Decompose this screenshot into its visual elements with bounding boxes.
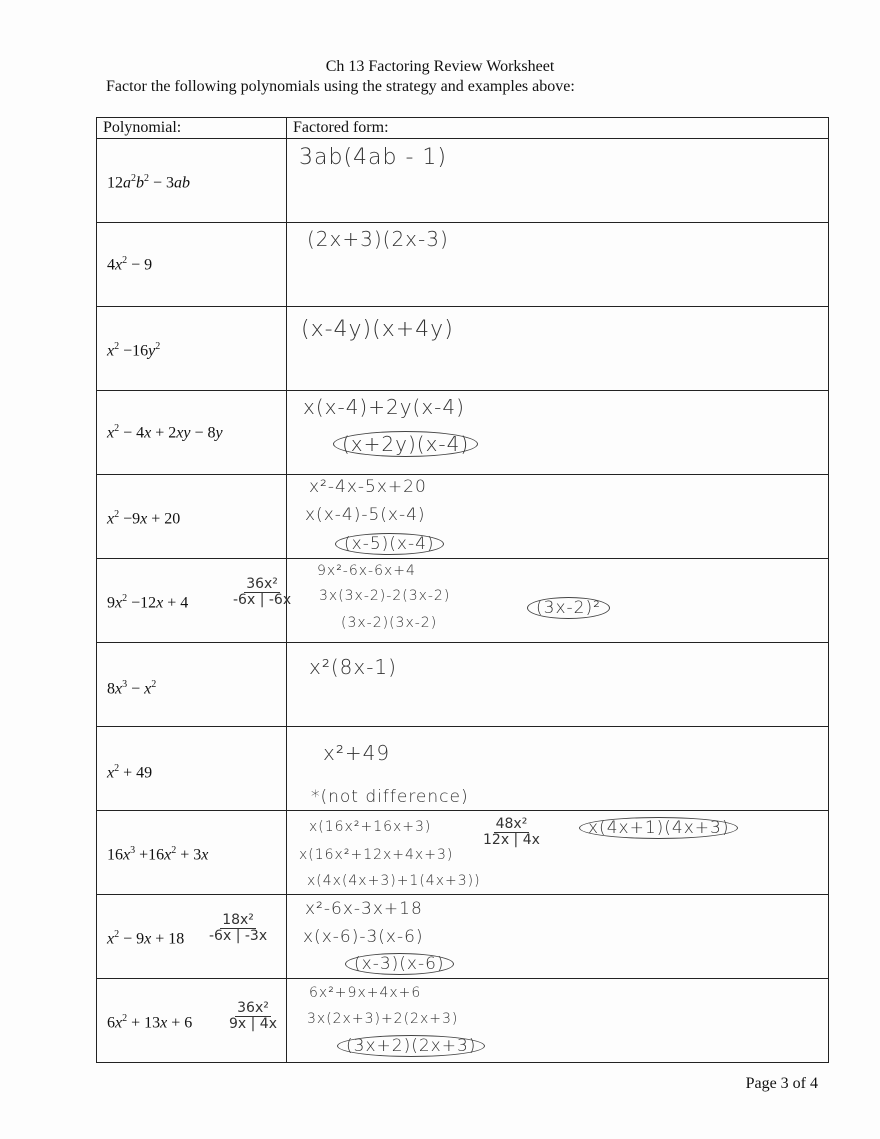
polynomial-cell: [97, 643, 287, 727]
polynomial-expression: $4x^2 - 9$: [107, 255, 153, 274]
col-header-polynomial: Polynomial:: [97, 118, 287, 139]
factored-cell: [287, 307, 829, 391]
handwritten-answer: x²(8x-1): [309, 655, 397, 679]
table-header-row: [97, 118, 829, 139]
table-row: [97, 895, 829, 979]
polynomial-expression: $8x^3 - x^2$: [107, 679, 157, 698]
col-header-factored: Factored form:: [287, 118, 829, 139]
handwritten-answer: (3x-2)²: [527, 597, 610, 619]
factored-cell: [287, 475, 829, 559]
polynomial-cell: [97, 139, 287, 223]
handwritten-answer: x(4x+1)(4x+3): [579, 817, 738, 839]
table-row: [97, 223, 829, 307]
factoring-table: [96, 117, 829, 1063]
polynomial-cell: [97, 475, 287, 559]
handwritten-step: x(x-6)-3(x-6): [303, 927, 424, 947]
table-row: [97, 139, 829, 223]
factored-cell: [287, 979, 829, 1063]
handwritten-step: x²-4x-5x+20: [309, 477, 427, 497]
polynomial-expression: $x^2 -9x + 20$: [107, 509, 181, 528]
handwritten-step: 6x²+9x+4x+6: [309, 985, 422, 1001]
factored-cell: [287, 139, 829, 223]
polynomial-expression: $x^2 -16y^2$: [107, 341, 161, 360]
table-row: [97, 811, 829, 895]
side-work: 48x² 12x | 4x: [483, 816, 540, 848]
polynomial-cell: [97, 391, 287, 475]
handwritten-answer: (x-3)(x-6): [345, 953, 454, 975]
polynomial-cell: [97, 307, 287, 391]
factored-cell: [287, 811, 829, 895]
table-row: [97, 727, 829, 811]
table-row: [97, 643, 829, 727]
polynomial-expression: $16x^3 +16x^2 + 3x$: [107, 845, 209, 864]
handwritten-step: x(4x(4x+3)+1(4x+3)): [307, 873, 481, 889]
handwritten-step: (3x-2)(3x-2): [341, 615, 438, 631]
handwritten-step: x(16x²+16x+3): [309, 819, 432, 835]
handwritten-answer: (x-4y)(x+4y): [301, 317, 454, 342]
polynomial-expression: $x^2 + 49$: [107, 763, 153, 782]
polynomial-cell: [97, 559, 292, 643]
handwritten-step: 9x²-6x-6x+4: [317, 563, 416, 579]
instructions: Factor the following polynomials using the strategy and examples above:: [106, 78, 575, 95]
handwritten-step: x(x-4)+2y(x-4): [303, 395, 465, 419]
table-row: [97, 391, 829, 475]
factored-cell: [287, 895, 829, 979]
side-work: 36x² -6x | -6x: [233, 576, 292, 608]
polynomial-cell: [97, 727, 287, 811]
table-row: [97, 475, 829, 559]
table-row: [97, 307, 829, 391]
handwritten-answer: (x-5)(x-4): [335, 533, 444, 555]
handwritten-answer: x²+49: [323, 741, 391, 765]
table-row: [97, 559, 829, 643]
handwritten-step: 3x(3x-2)-2(3x-2): [319, 588, 451, 604]
handwritten-answer: (3x+2)(2x+3): [337, 1035, 485, 1057]
handwritten-step: x²-6x-3x+18: [305, 899, 423, 919]
polynomial-cell: [97, 979, 287, 1063]
side-work: 36x² 9x | 4x: [229, 1000, 278, 1032]
polynomial-cell: [97, 895, 287, 979]
handwritten-step: 3x(2x+3)+2(2x+3): [307, 1011, 459, 1027]
polynomial-cell: [97, 223, 287, 307]
polynomial-cell: [97, 811, 287, 895]
worksheet-title: Ch 13 Factoring Review Worksheet: [325, 58, 555, 75]
handwritten-step: x(16x²+12x+4x+3): [299, 847, 454, 863]
polynomial-expression: $9x^2 -12x + 4$: [107, 593, 189, 612]
handwritten-step: x(x-4)-5(x-4): [305, 505, 426, 525]
polynomial-expression: $12a^2b^2 - 3ab$: [107, 173, 191, 192]
handwritten-note: *(not difference): [311, 787, 469, 807]
handwritten-answer: (x+2y)(x-4): [333, 431, 478, 457]
factored-cell: [287, 391, 829, 475]
factored-cell: [287, 559, 829, 643]
handwritten-answer: (2x+3)(2x-3): [307, 227, 449, 251]
factored-cell: [287, 643, 829, 727]
side-work: 18x² -6x | -3x: [209, 912, 268, 944]
polynomial-expression: $x^2 - 4x + 2xy - 8y$: [107, 423, 223, 442]
polynomial-expression: $6x^2 + 13x + 6$: [107, 1013, 193, 1032]
handwritten-answer: 3ab(4ab - 1): [299, 145, 447, 170]
factored-cell: [287, 727, 829, 811]
table-row: [97, 979, 829, 1063]
page-number: Page 3 of 4: [745, 1075, 818, 1092]
polynomial-expression: $x^2 - 9x + 18$: [107, 929, 185, 948]
factored-cell: [287, 223, 829, 307]
